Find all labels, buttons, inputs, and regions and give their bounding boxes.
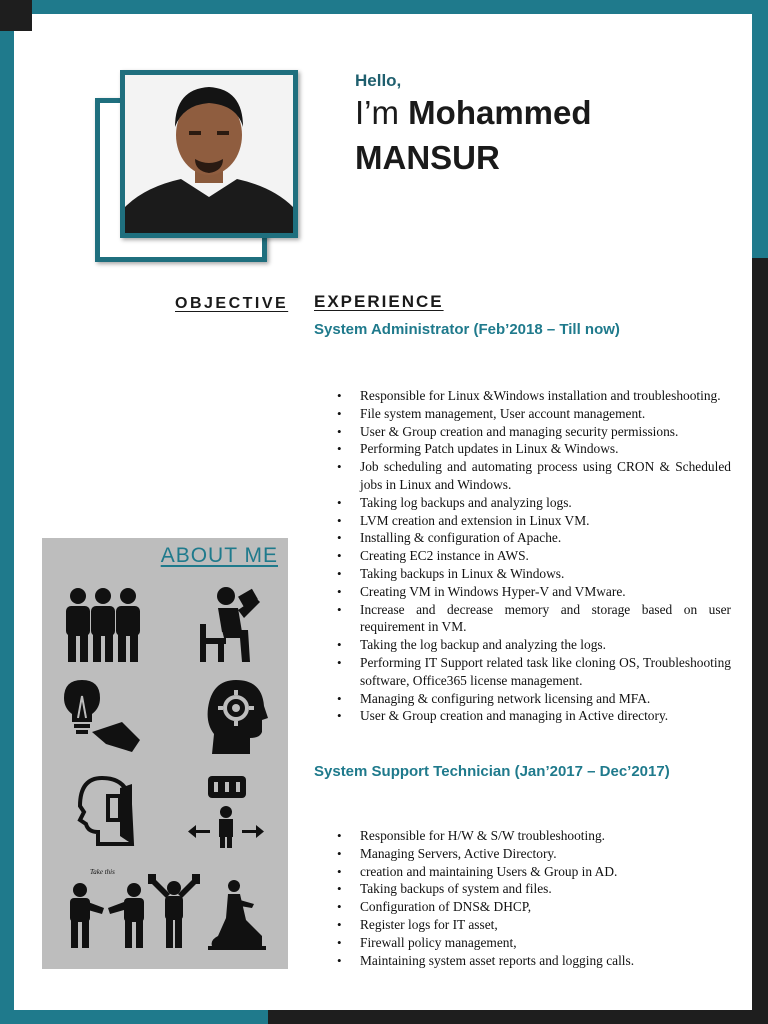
head-door-icon bbox=[74, 776, 136, 846]
decision-icon bbox=[188, 774, 264, 850]
job-title-sysadmin: System Administrator (Feb’2018 – Till now) bbox=[314, 321, 620, 338]
portrait-illustration bbox=[125, 75, 293, 233]
im-text: I’m bbox=[355, 94, 399, 131]
list-item: • Register logs for IT asset, bbox=[337, 916, 731, 934]
take-this-caption: Take this bbox=[90, 868, 115, 876]
list-item: • User & Group creation and managing security permissions. bbox=[337, 423, 731, 441]
list-item: • Managing Servers, Active Directory. bbox=[337, 845, 731, 863]
list-item: • File system management, User account management. bbox=[337, 405, 731, 423]
list-item: • Taking backups in Linux & Windows. bbox=[337, 565, 731, 583]
about-me-panel bbox=[42, 538, 288, 969]
job-title-support-tech: System Support Technician (Jan’2017 – Dec’2017) bbox=[314, 763, 670, 780]
team-icon bbox=[60, 586, 146, 664]
list-item: • Responsible for H/W & S/W troubleshooting. bbox=[337, 827, 731, 845]
frame-right-bar-dark bbox=[752, 258, 768, 1024]
first-name: Mohammed bbox=[408, 94, 592, 131]
list-item: • Maintaining system asset reports and logging calls. bbox=[337, 952, 731, 970]
name-line-1 bbox=[355, 94, 592, 132]
list-item: • User & Group creation and managing in Active directory. bbox=[337, 707, 731, 725]
list-item: • Configuration of DNS& DHCP, bbox=[337, 898, 731, 916]
prayer-icon bbox=[208, 878, 266, 950]
list-item: • Taking log backups and analyzing logs. bbox=[337, 494, 731, 512]
list-item: • Performing Patch updates in Linux & Windows. bbox=[337, 440, 731, 458]
experience-heading: EXPERIENCE bbox=[314, 292, 444, 311]
list-item: • Managing & configuring network licensing and MFA. bbox=[337, 690, 731, 708]
frame-corner-block bbox=[0, 0, 32, 31]
frame-bottom-bar-dark bbox=[268, 1010, 768, 1024]
frame-top-bar bbox=[0, 0, 768, 14]
duties-list-sysadmin bbox=[337, 387, 731, 725]
list-item: • Firewall policy management, bbox=[337, 934, 731, 952]
head-gear-icon bbox=[206, 678, 268, 756]
frame-left-bar bbox=[0, 0, 14, 1024]
list-item: • Performing IT Support related task like cloning OS, Troubleshooting software, Office365 license management. bbox=[337, 654, 731, 690]
list-item: • Creating EC2 instance in AWS. bbox=[337, 547, 731, 565]
list-item: • Installing & configuration of Apache. bbox=[337, 529, 731, 547]
list-item: • Increase and decrease memory and storage based on user requirement in VM. bbox=[337, 601, 731, 637]
list-item: • creation and maintaining Users & Group in AD. bbox=[337, 863, 731, 881]
list-item: • LVM creation and extension in Linux VM. bbox=[337, 512, 731, 530]
list-item: • Creating VM in Windows Hyper-V and VMware. bbox=[337, 583, 731, 601]
frame-bottom-bar-teal bbox=[0, 1010, 268, 1024]
reading-icon bbox=[194, 584, 264, 664]
idea-icon bbox=[62, 678, 142, 756]
list-item: • Taking the log backup and analyzing the logs. bbox=[337, 636, 731, 654]
profile-photo bbox=[120, 70, 298, 238]
list-item: • Taking backups of system and files. bbox=[337, 880, 731, 898]
frame-right-bar-teal bbox=[752, 0, 768, 258]
about-me-heading: ABOUT ME bbox=[160, 544, 278, 567]
objective-heading: OBJECTIVE bbox=[175, 295, 289, 312]
helping-icon bbox=[64, 866, 202, 950]
duties-list-support-tech bbox=[337, 827, 731, 969]
list-item: • Responsible for Linux &Windows installation and troubleshooting. bbox=[337, 387, 731, 405]
greeting-hello: Hello, bbox=[355, 71, 402, 90]
list-item: • Job scheduling and automating process using CRON & Scheduled jobs in Linux and Windows. bbox=[337, 458, 731, 494]
last-name: MANSUR bbox=[355, 139, 500, 176]
